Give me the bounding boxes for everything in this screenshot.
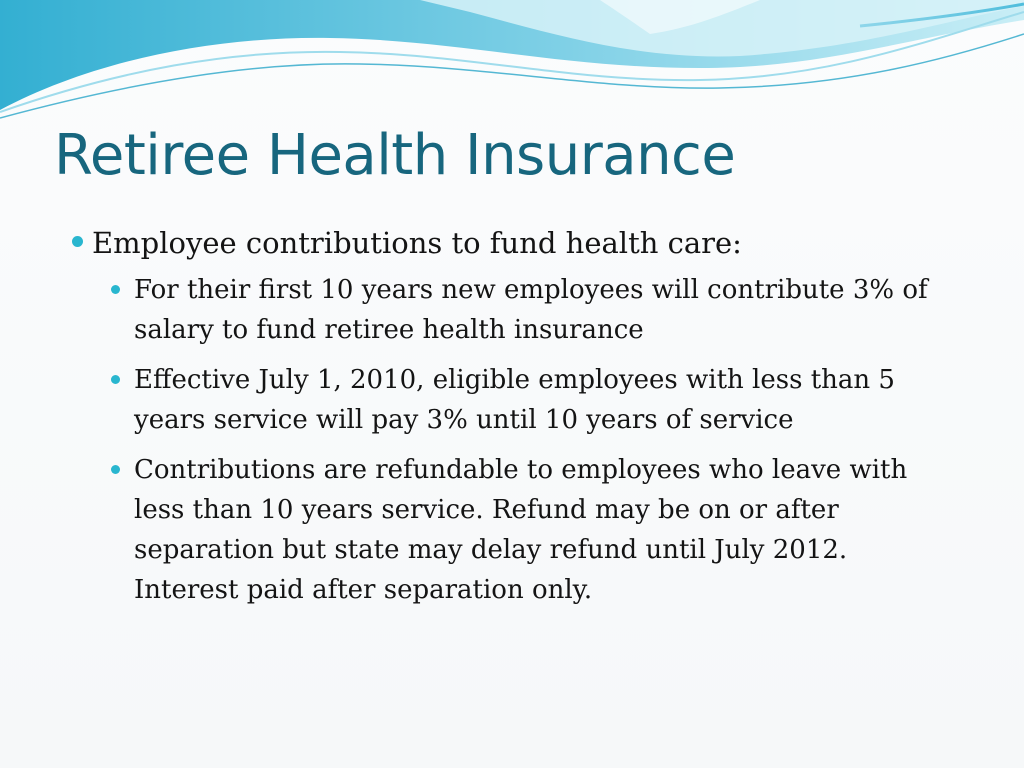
sub-bullet-item [66, 360, 934, 440]
bullet-level1 [66, 222, 986, 264]
sub-bullet-item [66, 270, 934, 350]
sub-bullet-dot-icon [111, 465, 120, 474]
slide-title: Retiree Health Insurance [54, 123, 736, 188]
sub-bullet-dot-icon [111, 285, 120, 294]
sub-bullet-text: Effective July 1, 2010, eligible employees with less than 5 years service will pay 3% until 10 years of service [134, 365, 895, 435]
sub-bullet-text: For their first 10 years new employees will contribute 3% of salary to fund retiree health insurance [134, 275, 928, 345]
sub-bullet-text: Contributions are refundable to employees who leave with less than 10 years service. Refund may be on or after separation but state may delay refund until July 2012. Interest paid after separation only. [134, 455, 908, 605]
slide-body [66, 222, 986, 620]
bullet-text: Employee contributions to fund health care: [92, 226, 742, 260]
header-wave-decoration [0, 0, 1024, 130]
sub-bullet-list [66, 270, 986, 610]
sub-bullet-item [66, 450, 934, 610]
bullet-dot-icon [72, 236, 83, 247]
sub-bullet-dot-icon [111, 375, 120, 384]
